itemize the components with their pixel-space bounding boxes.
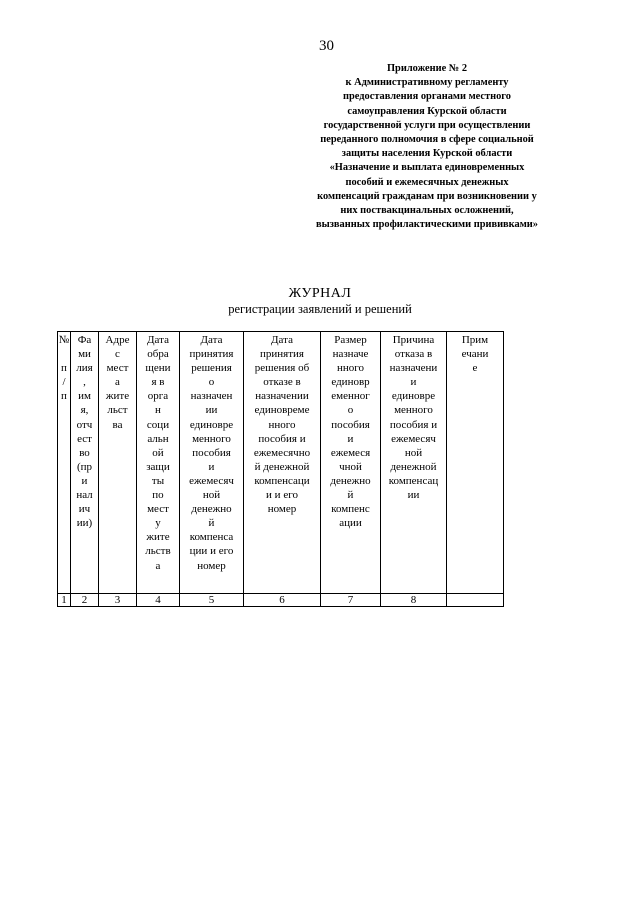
header-cell-text: принятия xyxy=(189,348,234,361)
header-cell xyxy=(244,332,321,594)
header-cell-text: п xyxy=(61,390,67,403)
header-cell-text: и xyxy=(410,376,417,389)
header-cell-text: нал xyxy=(76,489,93,502)
column-number-cell: 5 xyxy=(180,594,244,607)
header-cell-text: ной xyxy=(404,446,423,459)
header-cell-text: Размер xyxy=(334,334,367,346)
header-cell-text: пособия и xyxy=(389,418,438,431)
header-cell-text: номер xyxy=(197,559,226,572)
header-cell xyxy=(447,332,504,594)
header-cell-text: у xyxy=(155,517,161,530)
header-cell-text: пособия xyxy=(192,446,231,459)
header-cell-text: во xyxy=(79,446,90,459)
column-number-cell: 8 xyxy=(381,594,447,607)
header-cell-text: щени xyxy=(145,362,171,375)
header-cell-text: Дата xyxy=(200,334,223,346)
column-number-cell: 2 xyxy=(71,594,99,607)
header-cell-text: жите xyxy=(146,531,170,544)
header-cell-text: обра xyxy=(147,348,169,361)
header-cell-text: им xyxy=(78,390,91,403)
header-cell-text: принятия xyxy=(260,348,304,361)
header-cell-text: отказа в xyxy=(394,348,433,361)
appendix-title: Приложение № 2 xyxy=(386,63,468,74)
header-cell-text: й денежной xyxy=(254,460,310,473)
appendix-line: предоставления органами местного xyxy=(343,91,511,103)
header-cell-text: альн xyxy=(147,432,169,445)
header-cell-text: й xyxy=(347,489,354,502)
appendix-line: защиты населения Курской области xyxy=(341,148,513,160)
header-cell-text: ции и его xyxy=(189,545,234,558)
header-cell-text: отч xyxy=(76,418,93,431)
header-cell-text: еменног xyxy=(331,390,370,403)
header-cell-text: Дата xyxy=(147,334,169,346)
header-cell-text: и xyxy=(208,460,215,473)
header-cell-text: назначен xyxy=(190,390,233,403)
header-cell-text: и xyxy=(81,474,88,487)
header-cell-text: а xyxy=(155,559,161,572)
header-cell-text: я, xyxy=(80,404,89,417)
header-cell-text: денежно xyxy=(330,474,371,487)
header-cell-text: о xyxy=(347,404,354,417)
header-cell-text: назначе xyxy=(332,348,369,361)
journal-title: ЖУРНАЛ xyxy=(288,286,352,301)
header-cell-text: а xyxy=(115,376,120,389)
column-number-cell xyxy=(447,594,504,607)
header-cell-text: е xyxy=(472,362,478,375)
header-cell xyxy=(137,332,180,594)
journal-subtitle: регистрации заявлений и решений xyxy=(228,302,412,316)
header-cell-text: Дата xyxy=(271,334,293,346)
appendix-line: «Назначение и выплата единовременных xyxy=(329,162,525,174)
header-cell-text: единовреме xyxy=(254,404,310,417)
header-cell-text: и xyxy=(347,432,354,445)
header-cell-text: компенс xyxy=(331,503,370,516)
header-cell-text: льств xyxy=(145,545,171,558)
header-cell-text: единовре xyxy=(391,390,436,403)
appendix-header xyxy=(286,62,568,232)
appendix-line: самоуправления Курской области xyxy=(347,105,507,117)
header-cell xyxy=(58,332,71,594)
appendix-line: компенсаций гражданам при возникновении у xyxy=(317,190,537,202)
header-cell-text: менного xyxy=(394,404,433,417)
appendix-line: пособий и ежемесячных денежных xyxy=(345,176,509,188)
header-cell-text: ежемесячно xyxy=(253,446,311,459)
header-cell-text: нного xyxy=(268,418,296,431)
header-cell-text: (пр xyxy=(76,460,93,473)
header-cell-text: назначени xyxy=(389,362,438,375)
header-cell-text: ест xyxy=(77,432,92,445)
header-cell-text: чной xyxy=(339,460,362,473)
header-cell-text: денежно xyxy=(191,503,232,516)
header-cell xyxy=(381,332,447,594)
header-cell-text: ич xyxy=(78,503,91,516)
header-cell-text: единовр xyxy=(331,376,370,389)
header-cell-text: п xyxy=(61,362,67,375)
appendix-line: государственной услуги при осуществлении xyxy=(323,119,531,131)
header-cell-text: я в xyxy=(151,376,165,389)
header-cell-text: денежной xyxy=(390,460,437,473)
header-cell-text: ежемеся xyxy=(330,446,371,459)
header-cell-text: ации xyxy=(339,517,362,530)
header-cell-text: решения xyxy=(191,362,232,375)
header-cell-text: и и его xyxy=(266,489,298,502)
header-cell xyxy=(180,332,244,594)
header-cell-text: ой xyxy=(152,446,164,459)
header-cell-text: номер xyxy=(267,503,297,516)
header-cell-text: пособия и xyxy=(258,432,306,445)
appendix-line: вызванных профилактическими прививками» xyxy=(316,219,538,231)
header-cell-text: компенсаци xyxy=(254,474,310,487)
header-cell-text: отказе в xyxy=(263,376,301,389)
column-number-cell: 7 xyxy=(321,594,381,607)
header-cell-text: мест xyxy=(106,362,129,375)
header-cell xyxy=(99,332,137,594)
table-column-numbers-row xyxy=(58,594,504,607)
header-cell-text: соци xyxy=(146,418,170,431)
header-cell-text: Фа xyxy=(77,334,92,346)
header-cell-text: Причина xyxy=(392,334,435,346)
appendix-line: к Административному регламенту xyxy=(345,77,509,89)
header-cell-text: / xyxy=(62,376,66,389)
table-header-row xyxy=(58,332,504,594)
header-cell-text: льст xyxy=(107,404,128,417)
header-cell-text: мест xyxy=(147,503,169,516)
header-cell-text: о xyxy=(208,376,215,389)
header-cell-text: , xyxy=(83,376,86,389)
header-cell-text: ми xyxy=(78,348,91,361)
header-cell-text: № xyxy=(58,334,70,346)
header-cell-text: ва xyxy=(112,418,123,431)
registration-journal-table xyxy=(57,331,504,607)
header-cell-text: с xyxy=(115,348,120,361)
column-number-cell: 1 xyxy=(58,594,71,607)
appendix-line: переданного полномочия в сфере социальной xyxy=(320,134,534,146)
header-cell-text: Адре xyxy=(105,334,130,346)
header-cell-text xyxy=(58,347,70,361)
appendix-line: них поствакцинальных осложнений, xyxy=(340,205,514,217)
header-cell-text: ежемесяч xyxy=(189,474,234,487)
header-cell xyxy=(71,332,99,594)
header-cell-text: Прим xyxy=(461,334,489,346)
header-cell-text: компенса xyxy=(189,531,234,544)
header-cell-text: ии) xyxy=(76,517,93,530)
header-cell xyxy=(321,332,381,594)
header-cell-text: й xyxy=(208,517,215,530)
header-cell-text: ежемесяч xyxy=(391,432,436,445)
header-cell-text: компенсац xyxy=(388,474,439,487)
header-cell-text: орга xyxy=(147,390,169,403)
header-cell-text: ечани xyxy=(461,348,489,361)
header-cell-text: ной xyxy=(202,489,221,502)
column-number-cell: 3 xyxy=(99,594,137,607)
column-number-cell: 6 xyxy=(244,594,321,607)
header-cell-text: жите xyxy=(105,390,130,403)
header-cell-text: пособия xyxy=(331,418,370,431)
header-cell-text: единовре xyxy=(189,418,234,431)
header-cell-text: назначении xyxy=(255,390,309,403)
header-cell-text: решения об xyxy=(254,362,310,375)
header-cell-text: менного xyxy=(192,432,231,445)
header-cell-text: ии xyxy=(205,404,218,417)
header-cell-text: защи xyxy=(146,460,170,473)
header-cell-text: ты xyxy=(151,474,165,487)
header-cell-text: н xyxy=(155,404,161,417)
column-number-cell: 4 xyxy=(137,594,180,607)
page-number: 30 xyxy=(319,38,334,54)
header-cell-text: нного xyxy=(336,362,364,375)
header-cell-text: лия xyxy=(76,362,93,375)
header-cell-text: по xyxy=(152,489,164,502)
header-cell-text: ии xyxy=(407,489,420,502)
